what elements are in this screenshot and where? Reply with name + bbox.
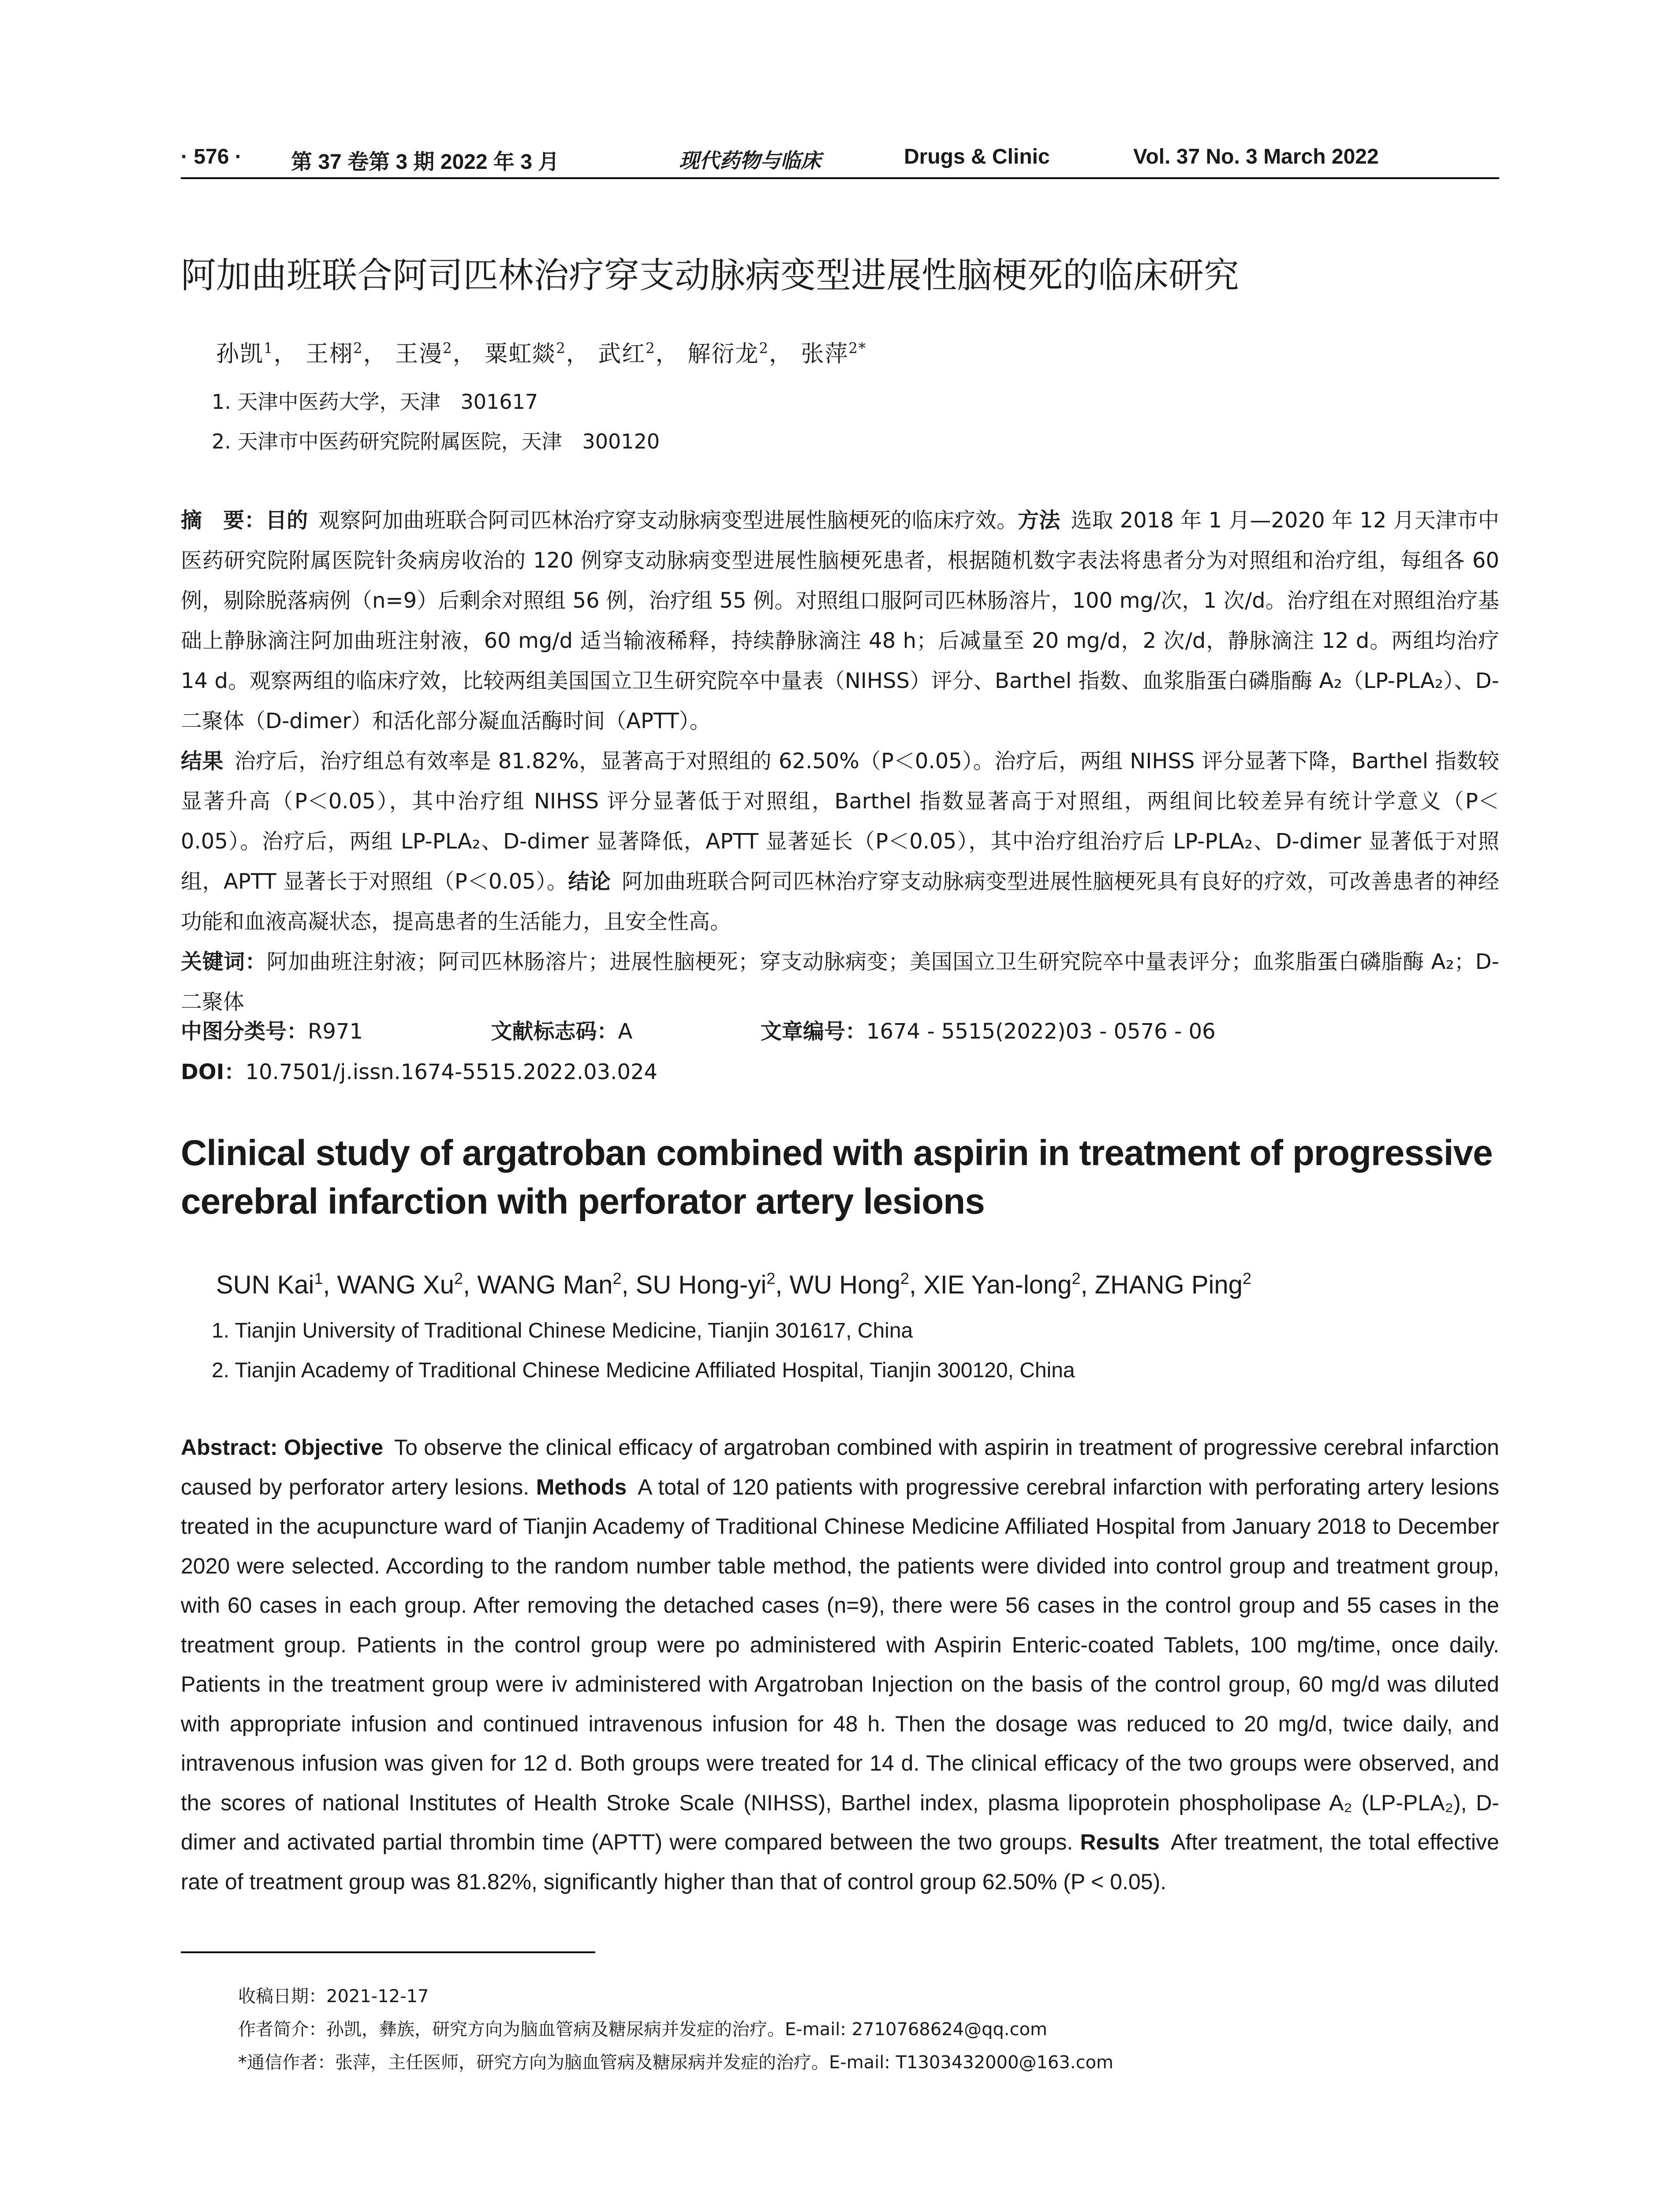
received-label: 收稿日期： bbox=[238, 1986, 326, 2007]
keywords-label-cn: 关键词： bbox=[181, 949, 267, 974]
author-en: XIE Yan-long bbox=[923, 1271, 1072, 1299]
affiliation-cn: 2. 天津市中医药研究院附属医院，天津 300120 bbox=[212, 430, 660, 453]
author-en: WANG Xu bbox=[337, 1271, 454, 1299]
article-label: 文章编号： bbox=[760, 1019, 866, 1044]
issue-en: Vol. 37 No. 3 March 2022 bbox=[1133, 145, 1379, 168]
doc-value: A bbox=[618, 1019, 633, 1044]
corr-text: 张萍，主任医师，研究方向为脑血管病及糖尿病并发症的治疗。E-mail: T1303432000@163.com bbox=[335, 2052, 1114, 2073]
conclusion-label-cn: 结论 bbox=[568, 869, 611, 894]
footnote-rule bbox=[181, 1951, 595, 1953]
author-en: WU Hong bbox=[789, 1271, 900, 1299]
objective-en: To observe the clinical efficacy of argatroban combined with aspirin in treatment of progressive cerebral infarction caused by perforator artery lesions. bbox=[181, 1435, 1499, 1499]
footnote-received bbox=[238, 1982, 429, 2007]
affiliation-cn: 1. 天津中医药大学，天津 301617 bbox=[212, 390, 538, 414]
author-en: SU Hong-yi bbox=[635, 1271, 767, 1299]
authors-cn: 孙凯$^1$， 王栩$^2$， 王漫$^2$， 粟虹燚$^2$， 武红$^2$， 解衍龙$^2$， 张萍$^{2*}$ bbox=[216, 340, 867, 367]
page-number: · 576 · bbox=[181, 145, 242, 168]
author-cn: 王栩 bbox=[306, 341, 354, 367]
author-cn: 解衍龙 bbox=[687, 341, 759, 367]
clc-value: R971 bbox=[308, 1019, 363, 1044]
issue-cn: 第 37 卷第 3 期 2022 年 3 月 bbox=[291, 150, 560, 174]
objective-cn: 观察阿加曲班联合阿司匹林治疗穿支动脉病变型进展性脑梗死的临床疗效。 bbox=[318, 508, 1018, 533]
authors-en: SUN Kai$^1$, WANG Xu$^2$, WANG Man$^2$, SU Hong-$yi^2$, WU Hong$^2$, XIE Yan-long$^2$, ZHANG Ping$^2$ bbox=[216, 1269, 1251, 1299]
keywords-cn: 阿加曲班注射液；阿司匹林肠溶片；进展性脑梗死；穿支动脉病变；美国国立卫生研究院卒中量表评分；血浆脂蛋白磷脂酶 A₂；D-二聚体 bbox=[181, 949, 1499, 1014]
author-cn: 武红 bbox=[598, 341, 646, 367]
results-en: After treatment, the total effective rate of treatment group was 81.82%, significantly higher than that of control group 62.50% (P < 0.05). bbox=[181, 1830, 1499, 1894]
results-label-cn: 结果 bbox=[181, 749, 224, 774]
bio-label: 作者简介： bbox=[238, 2019, 326, 2040]
author-cn: 王漫 bbox=[395, 341, 443, 367]
classification-line bbox=[181, 1014, 1216, 1045]
methods-label-cn: 方法 bbox=[1018, 508, 1060, 533]
objective-label-cn: 目的 bbox=[265, 508, 308, 533]
corr-label: *通信作者： bbox=[238, 2052, 335, 2073]
abstract-label-en: Abstract: bbox=[181, 1435, 278, 1460]
received-date: 2021-12-17 bbox=[326, 1986, 429, 2007]
article-value: 1674 - 5515(2022)03 - 0576 - 06 bbox=[866, 1019, 1216, 1044]
clc-label: 中图分类号： bbox=[181, 1019, 308, 1044]
methods-en: A total of 120 patients with progressive cerebral infarction with perforating artery lesions treated in the acupuncture ward of Tianjin Academy of Traditional Chinese Medicine Affiliated Hospital from January 2018 to December 2020 were selected. According to the random number table method, the patients were divided into control group and treatment group, with 60 cases in each group. After removing the detached cases (n=9), there were 56 cases in the control group and 55 cases in the treatment group. Patients in the control group were po administered with Aspirin Enteric-coated Tablets, 100 mg/time, once daily. Patients in the treatment group were iv administered with Argatroban Injection on the basis of the control group, 60 mg/d was diluted with appropriate infusion and continued intravenous infusion for 48 h. Then the dosage was reduced to 20 mg/d, twice daily, and intravenous infusion was given for 12 d. Both groups were treated for 14 d. The clinical efficacy of the two groups were observed, and the scores of national Institutes of Health Stroke Scale (NIHSS), Barthel index, plasma lipoprotein phospholipase A₂ (LP-PLA₂), D-dimer and activated partial thrombin time (APTT) were compared between the two groups. bbox=[181, 1474, 1499, 1854]
doi-link[interactable]: 10.7501/j.issn.1674-5515.2022.03.024 bbox=[245, 1060, 658, 1084]
author-cn: 孙凯 bbox=[216, 341, 264, 367]
journal-en: Drugs & Clinic bbox=[904, 145, 1050, 168]
title-en: Clinical study of argatroban combined with aspirin in treatment of progressive cerebral infarction with perforator artery lesions bbox=[181, 1133, 1493, 1222]
affiliation-en: 2. Tianjin Academy of Traditional Chinese Medicine Affiliated Hospital, Tianjin 300120, China bbox=[212, 1359, 1075, 1382]
doi-label: DOI： bbox=[181, 1060, 246, 1084]
conclusion-cn: 阿加曲班联合阿司匹林治疗穿支动脉病变型进展性脑梗死具有良好的疗效，可改善患者的神经功能和血液高凝状态，提高患者的生活能力，且安全性高。 bbox=[181, 869, 1499, 934]
doi-line bbox=[181, 1055, 657, 1085]
running-header bbox=[181, 142, 1499, 179]
abstract-en bbox=[181, 1428, 1499, 1902]
abstract-label-cn: 摘 要： bbox=[181, 508, 266, 533]
author-cn: 张萍 bbox=[801, 341, 849, 367]
bio-text: 孙凯，彝族，研究方向为脑血管病及糖尿病并发症的治疗。E-mail: 2710768624@qq.com bbox=[326, 2019, 1048, 2040]
footnote-bio bbox=[238, 2015, 1047, 2041]
doc-label: 文献标志码： bbox=[491, 1019, 618, 1044]
title-cn: 阿加曲班联合阿司匹林治疗穿支动脉病变型进展性脑梗死的临床研究 bbox=[181, 255, 1239, 296]
methods-cn: 选取 2018 年 1 月—2020 年 12 月天津市中医药研究院附属医院针灸病房收治的 120 例穿支动脉病变型进展性脑梗死患者，根据随机数字表法将患者分为对照组和治疗组，每组各 60 例，剔除脱落病例（n=9）后剩余对照组 56 例，治疗组 55 例。对照组口服阿司匹林肠溶片，100 mg/次，1 次/d。治疗组在对照组治疗基础上静脉滴注阿加曲班注射液，60 mg/d 适当输液稀释，持续静脉滴注 48 h；后减量至 20 mg/d，2 次/d，静脉滴注 12 d。两组均治疗 14 d。观察两组的临床疗效，比较两组美国国立卫生研究院卒中量表（NIHSS）评分、Barthel 指数、血浆脂蛋白磷脂酶 A₂（LP-PLA₂）、D-二聚体（D-dimer）和活化部分凝血活酶时间（APTT）。 bbox=[181, 508, 1499, 733]
author-en: WANG Man bbox=[477, 1271, 613, 1299]
author-cn: 粟虹燚 bbox=[485, 341, 556, 367]
results-label-en: Results bbox=[1080, 1830, 1160, 1854]
footnote-correspondence bbox=[238, 2048, 1113, 2074]
objective-label-en: Objective bbox=[284, 1435, 384, 1460]
methods-label-en: Methods bbox=[536, 1474, 627, 1499]
author-en: ZHANG Ping bbox=[1094, 1271, 1243, 1299]
author-en: SUN Kai bbox=[216, 1271, 314, 1299]
results-cn: 治疗后，治疗组总有效率是 81.82%，显著高于对照组的 62.50%（P＜0.05）。治疗后，两组 NIHSS 评分显著下降，Barthel 指数较显著升高（P＜0.05），其中治疗组 NIHSS 评分显著低于对照组，Barthel 指数显著高于对照组，两组间比较差异有统计学意义（P＜0.05）。治疗后，两组 LP-PLA₂、D-dimer 显著降低，APTT 显著延长（P＜0.05），其中治疗组治疗后 LP-PLA₂、D-dimer 显著低于对照组，APTT 显著长于对照组（P＜0.05）。 bbox=[181, 749, 1499, 894]
journal-cn: 现代药物与临床 bbox=[679, 149, 821, 172]
affiliation-en: 1. Tianjin University of Traditional Chinese Medicine, Tianjin 301617, China bbox=[212, 1319, 913, 1342]
abstract-cn bbox=[181, 501, 1499, 1022]
